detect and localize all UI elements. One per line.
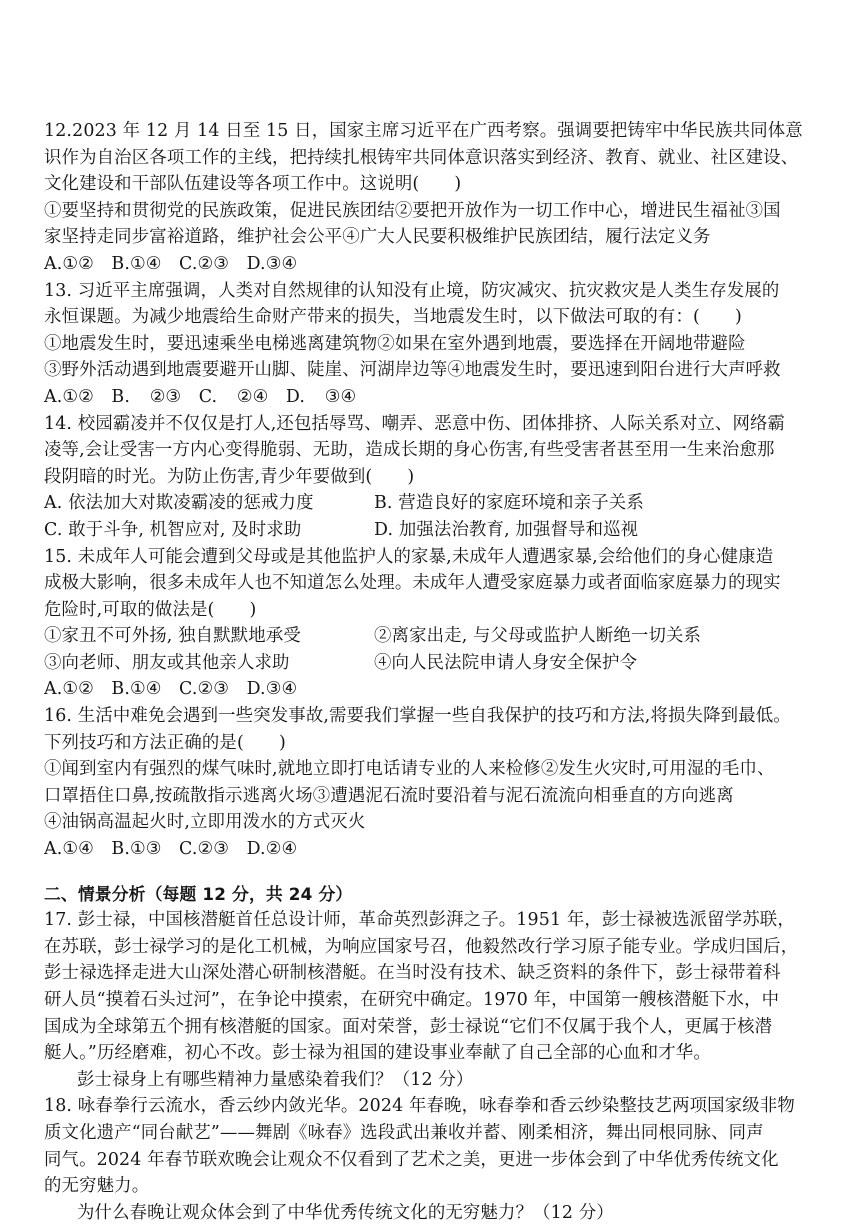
question-13-statement-line: ①地震发生时，要迅速乘坐电梯逃离建筑物②如果在室外遇到地震，要选择在开阔地带避险 — [44, 333, 746, 354]
question-13-text-line: 13. 习近平主席强调，人类对自然规律的认知没有止境，防灾减灾、抗灾救灾是人类生存发展的 — [44, 280, 780, 301]
question-15 — [44, 544, 834, 704]
section-2-heading: 二、情景分析（每题 12 分，共 24 分） — [44, 883, 353, 904]
question-16-statement-line: ①闻到室内有强烈的煤气味时,就地立即打电话请专业的人来检修②发生火灾时,可用湿的毛巾、 — [44, 759, 775, 780]
question-14-text-line: 段阴暗的时光。为防止伤害,青少年要做到( ) — [44, 466, 415, 487]
question-17-text-line: 艇人。”历经磨难，初心不改。彭士禄为祖国的建设事业奉献了自己全部的心血和才华。 — [44, 1043, 711, 1064]
question-17-text-line: 17. 彭士禄，中国核潜艇首任总设计师，革命英烈彭湃之子。1951 年，彭士禄被选派留学苏联， — [44, 910, 795, 931]
question-16-statement-line: 口罩捂住口鼻,按疏散指示逃离火场③遭遇泥石流时要沿着与泥石流流向相垂直的方向逃离 — [44, 785, 734, 806]
question-18-text-line: 18. 咏春拳行云流水，香云纱内敛光华。2024 年春晚，咏春拳和香云纱染整技艺两项国家级非物 — [44, 1096, 795, 1117]
question-18-prompt: 为什么春晚让观众体会到了中华优秀传统文化的无穷魅力？（12 分） — [77, 1202, 614, 1223]
question-12-text-line: 文化建设和干部队伍建设等各项工作中。这说明( ) — [44, 174, 462, 195]
question-18-text-line: 同气。2024 年春节联欢晚会让观众不仅看到了艺术之美，更进一步体会到了中华优秀传统文化 — [44, 1149, 779, 1170]
question-17-text-line: 彭士禄选择走进大山深处潜心研制核潜艇。在当时没有技术、缺乏资料的条件下，彭士禄带着科 — [44, 963, 781, 984]
section-gap — [44, 863, 834, 881]
question-14 — [44, 411, 834, 544]
question-12-statement-line: ①要坚持和贯彻党的民族政策，促进民族团结②要把开放作为一切工作中心，增进民生福祉③国 — [44, 200, 781, 221]
option-b: B. 营造良好的家庭环境和亲子关系 — [374, 493, 644, 514]
question-15-items-row — [44, 650, 834, 677]
question-14-options-row — [44, 490, 834, 517]
question-17-text-line: 国成为全球第五个拥有核潜艇的国家。面对荣誉，彭士禄说“它们不仅属于我个人，更属于核潜 — [44, 1016, 773, 1037]
question-12 — [44, 118, 834, 278]
question-16-options: A.①④ B.①③ C.②③ D.②④ — [44, 839, 298, 860]
question-15-text-line: 危险时,可取的做法是( ) — [44, 599, 257, 620]
question-17-prompt: 彭士禄身上有哪些精神力量感染着我们？（12 分） — [77, 1069, 474, 1090]
question-13-options: A.①② B. ②③ C. ②④ D. ③④ — [44, 386, 357, 407]
question-17-text-line: 在苏联，彭士禄学习的是化工机械，为响应国家号召，他毅然改行学习原子能专业。学成归国后， — [44, 936, 799, 957]
option-c: C. 敢于斗争, 机智应对, 及时求助 — [44, 519, 302, 540]
question-16-text-line: 下列技巧和方法正确的是( ) — [44, 732, 286, 753]
question-14-text-line: 14. 校园霸凌并不仅仅是打人,还包括辱骂、嘲弄、恶意中伤、团体排挤、人际关系对立、网络霸 — [44, 413, 786, 434]
question-12-text-line: 12.2023 年 12 月 14 日至 15 日，国家主席习近平在广西考察。强调要把铸牢中华民族共同体意 — [44, 121, 803, 141]
question-14-text-line: 凌等,会让受害一方内心变得脆弱、无助，造成长期的身心伤害,有些受害者甚至用一生来治愈那 — [44, 440, 775, 461]
question-12-options: A.①② B.①④ C.②③ D.③④ — [44, 253, 298, 274]
question-17 — [44, 907, 834, 1093]
statement-1: ①家丑不可外扬, 独自默默地承受 — [44, 626, 301, 647]
question-17-text-line: 研人员“摸着石头过河”，在争论中摸索，在研究中确定。1970 年，中国第一艘核潜艇下水，中 — [44, 990, 780, 1010]
question-15-options: A.①② B.①④ C.②③ D.③④ — [44, 679, 298, 700]
question-15-items-row — [44, 623, 834, 650]
statement-2: ②离家出走, 与父母或监护人断绝一切关系 — [374, 626, 702, 647]
question-12-text-line: 识作为自治区各项工作的主线，把持续扎根铸牢共同体意识落实到经济、教育、就业、社区建设、 — [44, 147, 799, 168]
question-18 — [44, 1093, 834, 1226]
question-13 — [44, 278, 834, 411]
exam-page — [44, 118, 834, 1226]
question-16-text-line: 16. 生活中难免会遇到一些突发事故,需要我们掌握一些自我保护的技巧和方法,将损失降到最低。 — [44, 706, 791, 727]
option-a: A. 依法加大对欺凌霸凌的惩戒力度 — [44, 493, 314, 514]
option-d: D. 加强法治教育, 加强督导和巡视 — [374, 519, 639, 540]
question-15-text-line: 15. 未成年人可能会遭到父母或是其他监护人的家暴,未成年人遭遇家暴,会给他们的身心健康造 — [44, 546, 774, 567]
statement-4: ④向人民法院申请人身安全保护令 — [374, 652, 638, 673]
question-18-text-line: 的无穷魅力。 — [44, 1176, 150, 1197]
question-16 — [44, 703, 834, 863]
question-14-options-row — [44, 517, 834, 544]
question-16-statement-line: ④油锅高温起火时,立即用泼水的方式灭火 — [44, 812, 366, 833]
statement-3: ③向老师、朋友或其他亲人求助 — [44, 652, 290, 673]
question-18-text-line: 质文化遗产“同台献艺”——舞剧《咏春》选段武出兼收并蓄、刚柔相济，舞出同根同脉、同声 — [44, 1122, 764, 1143]
question-13-statement-line: ③野外活动遇到地震要避开山脚、陡崖、河湖岸边等④地震发生时，要迅速到阳台进行大声呼救 — [44, 360, 781, 381]
question-15-text-line: 成极大影响，很多未成年人也不知道怎么处理。未成年人遭受家庭暴力或者面临家庭暴力的现实 — [44, 573, 781, 594]
question-13-text-line: 永恒课题。为减少地震给生命财产带来的损失，当地震发生时，以下做法可取的有：( ) — [44, 307, 742, 328]
question-12-statement-line: 家坚持走同步富裕道路，维护社会公平④广大人民要积极维护民族团结，履行法定义务 — [44, 227, 711, 248]
